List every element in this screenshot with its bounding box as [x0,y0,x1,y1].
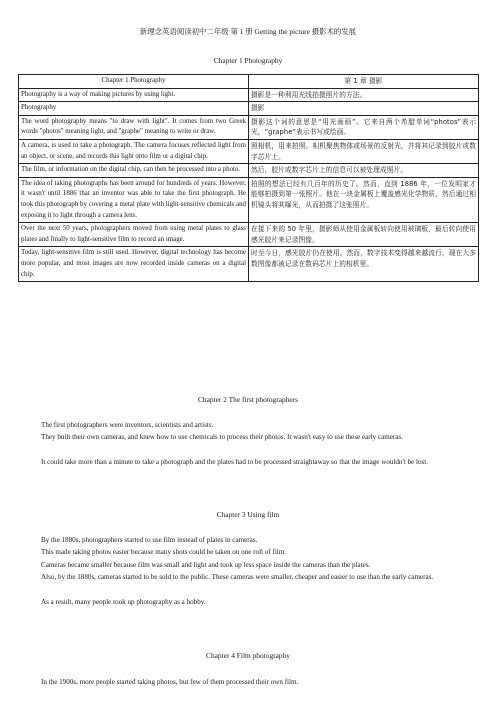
table-row [19,139,479,163]
row-english-text: A camera, is used to take a photograph. The camera focuses reflected light from an object, or scene, and records this light onto film or a digital chip. [19,139,249,163]
table-row [19,102,479,116]
row-chinese-text: 时至今日，感光胶片仍在使用。然而，数字技术变得越来越流行，现在大多数图像都被记录在数码芯片上的相机里。 [249,247,479,282]
table-row [19,247,479,282]
table-header-zh: 第 1 章 摄影 [249,75,479,89]
chapter-2-paragraph: They built their own cameras, and knew how to use chemicals to process their photos. It wasn't easy to use these early cameras. [41,433,403,441]
row-chinese-text: 摄影是一种利用光线拍摄照片的方法。 [249,88,479,102]
chapter-4-heading: Chapter 4 Film photography [206,651,290,660]
row-chinese-text: 在接下来的 50 年里，摄影师从使用金属板转向使用玻璃板，最后转向使用感光胶片来记录图像。 [249,223,479,247]
chapter-2-paragraph: The first photographers were inventors, scientists and artists. [41,421,214,429]
table-row [19,164,479,178]
chapter-3-paragraph: As a result, many people took up photography as a hobby. [41,598,206,606]
row-english-text: The idea of taking photographs has been around for hundreds of years. However, it wasn't until 1886 that an inventor was able to take the first photograph. He took this photograph by covering a metal plate with light-sensitive chemicals and exposing it to light through a camera lens. [19,177,249,222]
document-title: 新理念英语阅读初中二年级 第 1 册 Getting the picture 摄影术的发展 [139,27,357,36]
chapter-3-paragraph: Cameras became smaller because film was small and light and took up less space inside the cameras than the plates. [41,561,371,569]
chapter-3-paragraph: Also, by the 1880s, cameras started to be sold to the public. These cameras were smaller, cheaper and easier to use than the early cameras. [41,573,434,581]
row-english-text: Photography [19,102,249,116]
row-english-text: The word photography means "to draw with light". It comes from two Greek words "photos" meaning light, and "graphe" meaning to write or draw. [19,115,249,139]
row-english-text: Today, light-sensitive film is still used. However, digital technology has become more popular, and most images are now recorded inside cameras on a digital chip. [19,247,249,282]
chapter-1-heading: Chapter 1 Photography [213,56,283,65]
chapter-4-paragraph: In the 1900s, more people started taking photos, but few of them processed their own film. [41,678,299,686]
row-chinese-text: 摄影这个词的意思是“用光画画”。它来自两个希腊单词“photos”表示光，“graphe”表示书写或绘画。 [249,115,479,139]
row-english-text: Over the next 50 years, photographers moved from using metal plates to glass plates and finally to light-sensitive film to record an image. [19,223,249,247]
table-row [19,88,479,102]
chapter-2-paragraph: It could take more than a minute to take a photograph and the plates had to be processed straightaway so that the image wouldn't be lost. [41,458,428,466]
row-english-text: Photography is a way of making pictures by using light. [19,88,249,102]
chapter-3-paragraph: This made taking photos easier because many shots could be taken on one roll of film. [41,548,287,556]
table-header-row [19,75,479,89]
row-chinese-text: 摄影 [249,102,479,116]
row-chinese-text: 拍照的想法已经有几百年的历史了。然而，直到 1886 年，一位发明家才能够拍摄到第一张照片。他在一块金属板上覆盖感光化学物质，然后通过相机镜头将其曝光，从而拍摄了这张照片。 [249,177,479,222]
row-chinese-text: 照相机，用来拍照。相机聚焦物体或场景的反射光，并将其记录到胶片或数字芯片上。 [249,139,479,163]
chapter-3-paragraph: By the 1880s, photographers started to use film instead of plates in cameras. [41,536,258,544]
row-english-text: The film, or information on the digital chip, can then be processed into a photo. [19,164,249,178]
bilingual-table [18,74,479,282]
table-row [19,115,479,139]
chapter-3-heading: Chapter 3 Using film [216,510,280,519]
table-header-en: Chapter 1 Photography [19,75,249,89]
table-row [19,223,479,247]
chapter-2-heading: Chapter 2 The first photographers [197,395,299,404]
table-row [19,177,479,222]
row-chinese-text: 然后，胶片或数字芯片上的信息可以被处理成照片。 [249,164,479,178]
